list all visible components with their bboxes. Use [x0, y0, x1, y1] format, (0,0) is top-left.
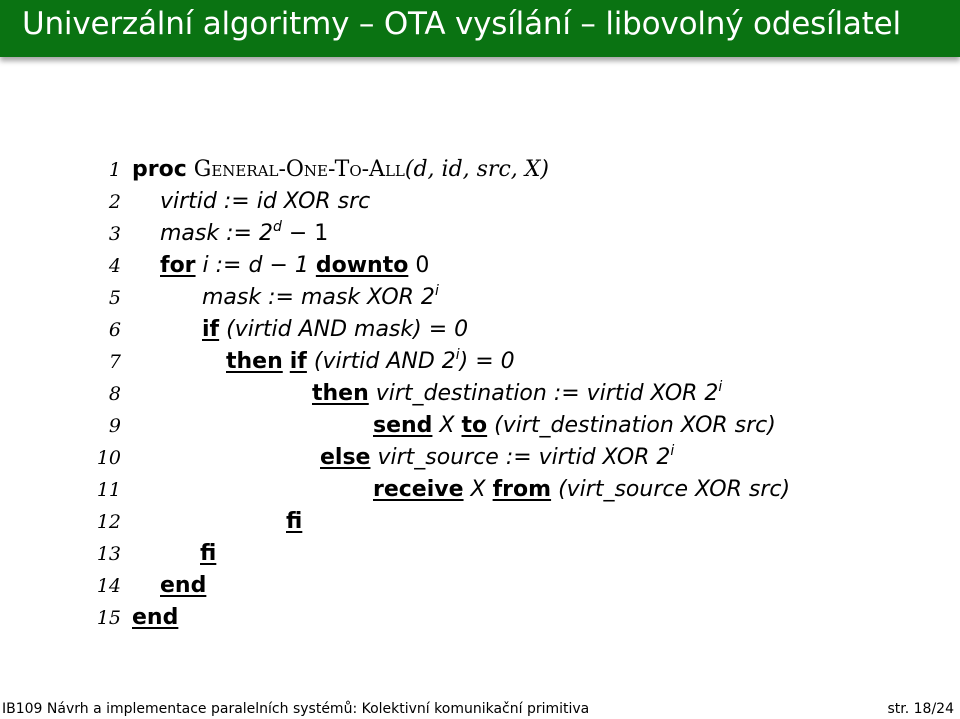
algo-line-4 — [0, 250, 960, 282]
algo-line-10 — [0, 442, 960, 474]
algo-line-2 — [0, 186, 960, 218]
keyword-downto: downto — [315, 253, 409, 278]
algo-line-9 — [0, 410, 960, 442]
line-number: 10 — [96, 447, 121, 469]
slide-title: Univerzální algoritmy – OTA vysílání – libovolný odesílatel — [22, 6, 901, 42]
algo-line-7 — [0, 346, 960, 378]
statement-part: i := d − 1 — [195, 253, 316, 278]
statement-part: (virt_destination XOR src) — [487, 413, 776, 438]
keyword-then: then — [226, 349, 283, 374]
algo-line-6 — [0, 314, 960, 346]
keyword-for: for — [160, 253, 196, 278]
exponent: i — [670, 443, 675, 459]
keyword-if: if — [202, 317, 220, 342]
algo-line-3 — [0, 218, 960, 250]
procedure-args: (d, id, src, X) — [404, 157, 549, 182]
line-number: 15 — [96, 607, 121, 629]
procedure-name: General-One-To-All — [193, 157, 405, 182]
keyword-send: send — [373, 413, 433, 438]
title-bar — [0, 0, 960, 57]
statement-part: (virt_source XOR src) — [551, 477, 791, 502]
exponent: i — [455, 347, 460, 363]
line-number: 9 — [108, 415, 121, 437]
keyword-from: from — [492, 477, 552, 502]
exponent: d — [272, 219, 282, 235]
algo-line-5 — [0, 282, 960, 314]
keyword-end: end — [132, 605, 179, 630]
line-number: 1 — [108, 159, 121, 181]
footer — [0, 699, 960, 719]
keyword-if: if — [289, 349, 307, 374]
line-number: 5 — [108, 287, 121, 309]
keyword-end: end — [160, 573, 207, 598]
statement-part: (virtid AND mask) = 0 — [219, 317, 469, 342]
line-number: 3 — [108, 223, 121, 245]
exponent: i — [434, 283, 439, 299]
line-number: 12 — [96, 511, 121, 533]
keyword-fi: fi — [200, 541, 217, 566]
statement-part: (virtid AND 2 — [306, 349, 456, 374]
statement-part: − 1 — [281, 221, 329, 246]
statement: virtid := id XOR src — [160, 189, 371, 214]
statement-part: X — [463, 477, 493, 502]
algo-line-14 — [0, 570, 960, 602]
keyword-else: else — [320, 445, 371, 470]
algo-line-1 — [0, 154, 960, 186]
statement-part: mask := 2 — [160, 221, 273, 246]
algo-line-12 — [0, 506, 960, 538]
footer-course-info: IB109 Návrh a implementace paralelních systémů: Kolektivní komunikační primitiva — [2, 701, 590, 717]
statement-part: mask := mask XOR 2 — [202, 285, 435, 310]
page-number: str. 18/24 — [887, 701, 954, 717]
line-number: 4 — [108, 255, 121, 277]
algo-line-8 — [0, 378, 960, 410]
keyword-receive: receive — [373, 477, 464, 502]
line-number: 8 — [108, 383, 121, 405]
statement-part: 0 — [408, 253, 430, 278]
keyword-fi: fi — [286, 509, 303, 534]
exponent: i — [718, 379, 723, 395]
line-number: 14 — [96, 575, 121, 597]
keyword-to: to — [461, 413, 488, 438]
algo-line-15 — [0, 602, 960, 634]
statement-part: virt_destination := virtid XOR 2 — [368, 381, 719, 406]
statement-part: virt_source := virtid XOR 2 — [370, 445, 671, 470]
keyword-proc: proc — [132, 157, 187, 182]
keyword-then: then — [312, 381, 369, 406]
statement-part: ) = 0 — [459, 349, 515, 374]
line-number: 2 — [108, 191, 121, 213]
algo-line-13 — [0, 538, 960, 570]
line-number: 11 — [96, 479, 121, 501]
line-number: 6 — [108, 319, 121, 341]
line-number: 13 — [96, 543, 121, 565]
statement-part: X — [432, 413, 462, 438]
algo-line-11 — [0, 474, 960, 506]
line-number: 7 — [108, 351, 121, 373]
